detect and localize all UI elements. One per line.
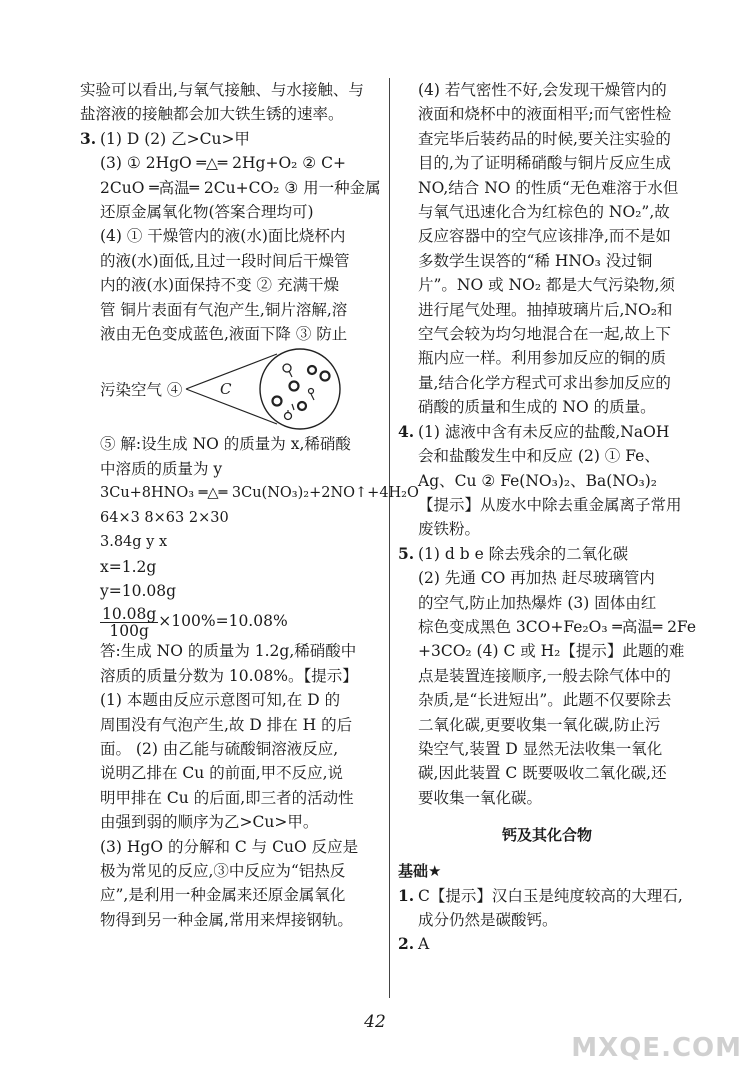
text-line: [80, 457, 380, 481]
text-line: [80, 555, 380, 579]
text-line: [398, 273, 696, 297]
text-line: [398, 932, 696, 956]
line-text: 量,结合化学方程式可求出参加反应的: [418, 373, 671, 392]
text-line: [398, 200, 696, 224]
item-number: 3.: [80, 128, 97, 148]
line-text: 还原金属氧化物(答案合理均可): [100, 203, 314, 222]
right-text-block-2: [398, 884, 696, 957]
line-text: 查完毕后装药品的时候,要关注实验的: [418, 129, 671, 148]
line-text: 碳,因此装置 C 既要吸收二氧化碳,还: [418, 764, 667, 783]
line-text: x=1.2g: [100, 557, 157, 576]
line-text: 进行尾气处理。抽掉玻璃片后,NO₂和: [418, 300, 673, 319]
left-text-block-2: [80, 432, 419, 603]
fraction-line: [80, 603, 380, 639]
line-text: 棕色变成黑色 3CO+Fe₂O₃ ═高温═ 2Fe: [418, 617, 697, 636]
text-line: [80, 273, 380, 297]
line-text: (3) HgO 的分解和 C 与 CuO 反应是: [100, 837, 359, 856]
line-text: (1) d b e 除去残余的二氧化碳: [418, 544, 629, 563]
text-line: [80, 127, 380, 151]
line-text: 硝酸的质量和生成的 NO 的质量。: [418, 398, 656, 417]
text-line: [398, 395, 696, 419]
sub-title: 基础★: [398, 862, 442, 881]
text-line: [398, 591, 696, 615]
line-text: 染空气,装置 D 显然无法收集一氧化: [418, 739, 663, 758]
text-line: [80, 78, 380, 102]
text-line: [80, 102, 380, 126]
text-line: [398, 322, 696, 346]
text-line: [80, 737, 380, 761]
item-number: 4.: [398, 421, 415, 441]
text-line: [398, 469, 696, 493]
left-column: [80, 78, 419, 932]
text-line: [80, 176, 380, 200]
right-text-block-1: [398, 78, 696, 810]
line-text: (3) ① 2HgO ═△═ 2Hg+O₂ ② C+: [100, 154, 346, 173]
line-text: 周围没有气泡产生,故 D 排在 H 的后: [100, 715, 353, 734]
text-line: [80, 151, 380, 175]
line-text: y=10.08g: [100, 581, 177, 600]
line-text: 空气会较为均匀地混合在一起,故上下: [418, 325, 671, 344]
line-text: (4) ① 干燥管内的液(水)面比烧杯内: [100, 227, 346, 246]
line-text: (2) 先通 CO 再加热 赶尽玻璃管内: [418, 569, 655, 588]
page-number: 42: [364, 1012, 386, 1032]
line-text: NO,结合 NO 的性质“无色难溶于水但: [418, 178, 679, 197]
left-text-block-3: [80, 639, 380, 932]
line-text: 物得到另一种金属,常用来焊接钢轨。: [100, 910, 353, 929]
text-line: [80, 835, 380, 859]
fraction-denominator: 100g: [109, 621, 149, 640]
text-line: [398, 102, 696, 126]
text-line: [398, 713, 696, 737]
line-text: 答:生成 NO 的质量为 1.2g,稀硝酸中: [100, 642, 357, 661]
section-title: 钙及其化合物: [501, 826, 592, 845]
line-text: 要收集一氧化碳。: [418, 788, 543, 807]
item-number: 1.: [398, 885, 415, 905]
line-text: 实验可以看出,与氧气接触、与水接触、与: [80, 81, 364, 99]
text-line: [80, 506, 380, 530]
text-line: [398, 346, 696, 370]
line-text: +3CO₂ (4) C 或 H₂【提示】此题的难: [418, 642, 685, 661]
text-line: [398, 176, 696, 200]
line-text: Ag、Cu ② Fe(NO₃)₂、Ba(NO₃)₂: [418, 471, 658, 490]
line-text: 中溶质的质量为 y: [100, 459, 223, 478]
line-text: 会和盐酸发生中和反应 (2) ① Fe、: [418, 447, 660, 466]
line-text: 片”。NO 或 NO₂ 都是大气污染物,须: [418, 276, 675, 295]
line-text: (1) 本题由反应示意图可知,在 D 的: [100, 691, 341, 710]
text-line: [80, 713, 380, 737]
text-line: [398, 688, 696, 712]
line-text: 点是装置连接顺序,一般去除气体中的: [418, 666, 671, 685]
text-line: [80, 688, 380, 712]
text-line: [80, 761, 380, 785]
text-line: [398, 786, 696, 810]
fraction-rest: ×100%=10.08%: [158, 612, 288, 631]
text-line: [398, 249, 696, 273]
line-text: (1) 滤液中含有未反应的盐酸,NaOH: [418, 422, 670, 441]
text-line: [398, 127, 696, 151]
line-text: C【提示】汉白玉是纯度较高的大理石,: [418, 886, 683, 905]
line-text: A: [418, 935, 430, 954]
text-line: [80, 322, 380, 346]
text-line: [398, 420, 696, 444]
text-line: [398, 737, 696, 761]
pollution-diagram: [80, 346, 380, 432]
line-text: 瓶内应一样。利用参加反应的铜的质: [418, 349, 667, 368]
text-line: [80, 530, 380, 554]
line-text: 液由无色变成蓝色,液面下降 ③ 防止: [100, 325, 348, 344]
text-line: [398, 444, 696, 468]
line-text: (4) 若气密性不好,会发现干燥管内的: [418, 81, 667, 99]
item-number: 5.: [398, 543, 415, 563]
text-line: [398, 639, 696, 663]
text-line: [398, 566, 696, 590]
line-text: 成分仍然是碳酸钙。: [418, 911, 558, 929]
text-line: [80, 810, 380, 834]
line-text: 应”,是利用一种金属来还原金属氧化: [100, 886, 346, 905]
line-text: 明甲排在 Cu 的后面,即三者的活动性: [100, 788, 354, 807]
line-text: 2CuO ═高温═ 2Cu+CO₂ ③ 用一种金属: [100, 178, 381, 197]
line-text: 面。 (2) 由乙能与硫酸铜溶液反应,: [100, 739, 339, 758]
item-number: 2.: [398, 934, 415, 954]
line-text: 溶质的质量分数为 10.08%。【提示】: [100, 666, 358, 685]
cell-diagram: [182, 346, 352, 432]
line-text: 废铁粉。: [418, 520, 481, 539]
text-line: [398, 664, 696, 688]
text-line: [80, 481, 419, 505]
line-text: 3Cu+8HNO₃ ═△═ 3Cu(NO₃)₂+2NO↑+4H₂O: [100, 485, 419, 502]
text-line: [80, 786, 380, 810]
line-text: 极为常见的反应,③中反应为“铝热反: [100, 861, 346, 880]
text-line: [398, 151, 696, 175]
watermark-logo: MXQE.COM: [571, 1033, 742, 1063]
line-text: ⑤ 解:设生成 NO 的质量为 x,稀硝酸: [100, 435, 351, 454]
text-line: [80, 579, 380, 603]
text-line: [398, 493, 696, 517]
line-text: 的空气,防止加热爆炸 (3) 固体由红: [418, 593, 657, 612]
text-line: [398, 78, 696, 102]
line-text: 3.84g y x: [100, 534, 168, 551]
line-text: 目的,为了证明稀硝酸与铜片反应生成: [418, 154, 671, 173]
text-line: [80, 859, 380, 883]
line-text: 与氧气迅速化合为红棕色的 NO₂”,故: [418, 203, 670, 222]
text-line: [398, 908, 696, 932]
line-text: (1) D (2) 乙>Cu>甲: [100, 129, 250, 148]
line-text: 液面和烧杯中的液面相平;而气密性检: [418, 105, 672, 124]
text-line: [80, 908, 380, 932]
line-text: 二氧化碳,更要收集一氧化碳,防止污: [418, 715, 661, 734]
line-text: 说明乙排在 Cu 的前面,甲不反应,说: [100, 764, 344, 783]
line-text: 【提示】从废水中除去重金属离子常用: [418, 495, 682, 514]
text-line: [398, 371, 696, 395]
left-text-block-1: [80, 78, 380, 346]
text-line: [80, 249, 380, 273]
text-line: [80, 639, 380, 663]
column-divider: [389, 78, 390, 998]
diagram-letter: C: [220, 380, 232, 399]
line-text: 由强到弱的顺序为乙>Cu>甲。: [100, 813, 319, 832]
text-line: [80, 664, 380, 688]
text-line: [398, 298, 696, 322]
line-text: 反应容器中的空气应该排净,而不是如: [418, 227, 671, 246]
text-line: [80, 883, 380, 907]
text-line: [80, 298, 380, 322]
right-column: [398, 78, 696, 957]
diagram-label: 污染空气 ④: [100, 381, 183, 400]
text-line: [398, 615, 696, 639]
fraction: [100, 606, 158, 639]
line-text: 多数学生误答的“稀 HNO₃ 没过铜: [418, 251, 653, 270]
fraction-numerator: 10.08g: [102, 604, 157, 623]
text-line: [398, 761, 696, 785]
text-line: [80, 224, 380, 248]
text-line: [398, 884, 696, 908]
line-text: 杂质,是“长进短出”。此题不仅要除去: [418, 691, 672, 710]
line-text: 内的液(水)面保持不变 ② 充满干燥: [100, 276, 339, 295]
text-line: [398, 517, 696, 541]
line-text: 管 铜片表面有气泡产生,铜片溶解,溶: [100, 300, 348, 319]
text-line: [398, 542, 696, 566]
text-line: [80, 200, 380, 224]
line-text: 64×3 8×63 2×30: [100, 509, 229, 526]
text-line: [80, 432, 380, 456]
text-line: [398, 224, 696, 248]
line-text: 盐溶液的接触都会加大铁生锈的速率。: [80, 105, 344, 124]
line-text: 的液(水)面低,且过一段时间后干燥管: [100, 251, 350, 270]
